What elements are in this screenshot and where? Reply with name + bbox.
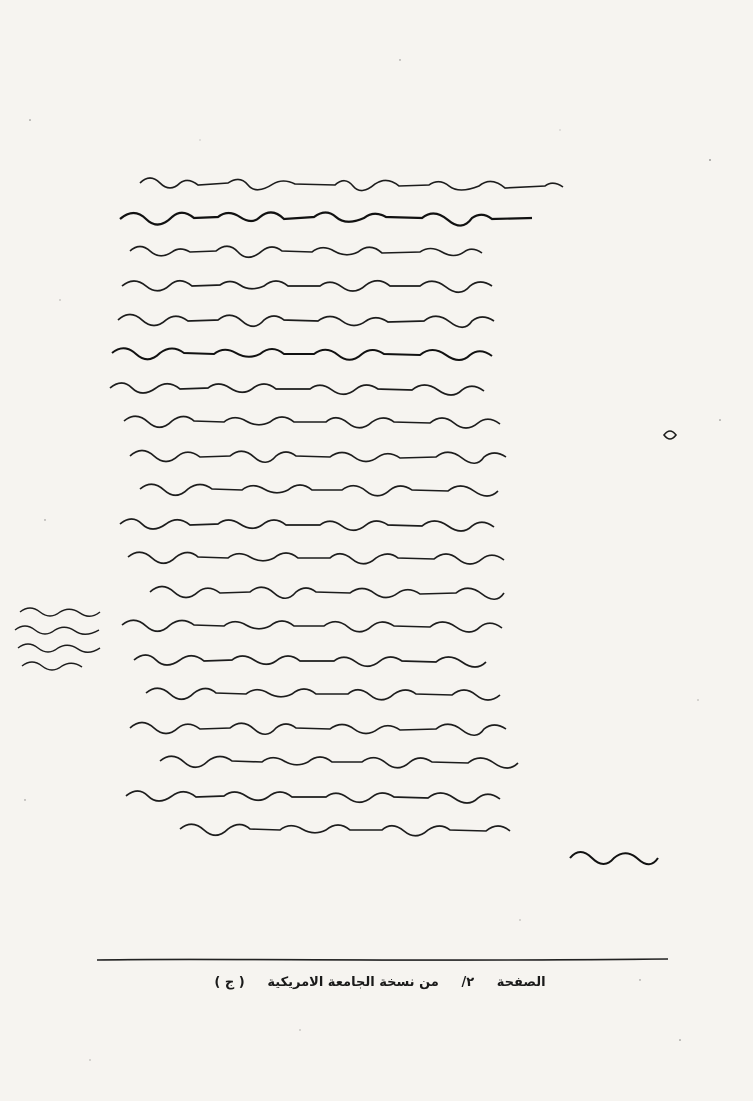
manuscript-line: [100, 233, 680, 261]
manuscript-line: [100, 709, 680, 737]
footer-label: الصفحة: [496, 975, 546, 990]
footer-rule: [95, 955, 670, 965]
manuscript-line: [100, 811, 680, 839]
manuscript-line: [100, 743, 680, 771]
footer-page-number: ٢/: [461, 975, 475, 990]
closing-flourish: [560, 840, 670, 870]
footer-source: من نسخة الجامعة الامريكية: [267, 975, 439, 990]
manuscript-line: [100, 505, 680, 533]
footer-reference: ( ج ): [214, 975, 245, 990]
manuscript-line: [100, 165, 680, 193]
handwritten-text-block: [100, 165, 680, 885]
manuscript-line: [100, 199, 680, 227]
manuscript-line: [100, 437, 680, 465]
manuscript-line: [100, 335, 680, 363]
manuscript-line: [100, 267, 680, 295]
manuscript-line: [100, 607, 680, 635]
page-footer: [150, 975, 610, 1005]
margin-mark: [660, 425, 680, 445]
manuscript-line: [100, 301, 680, 329]
manuscript-line: [100, 675, 680, 703]
manuscript-line: [100, 641, 680, 669]
margin-gloss: [10, 600, 105, 685]
manuscript-line: [100, 369, 680, 397]
manuscript-line: [100, 403, 680, 431]
manuscript-line: [100, 539, 680, 567]
manuscript-line: [100, 573, 680, 601]
manuscript-line: [100, 777, 680, 805]
manuscript-line: [100, 471, 680, 499]
